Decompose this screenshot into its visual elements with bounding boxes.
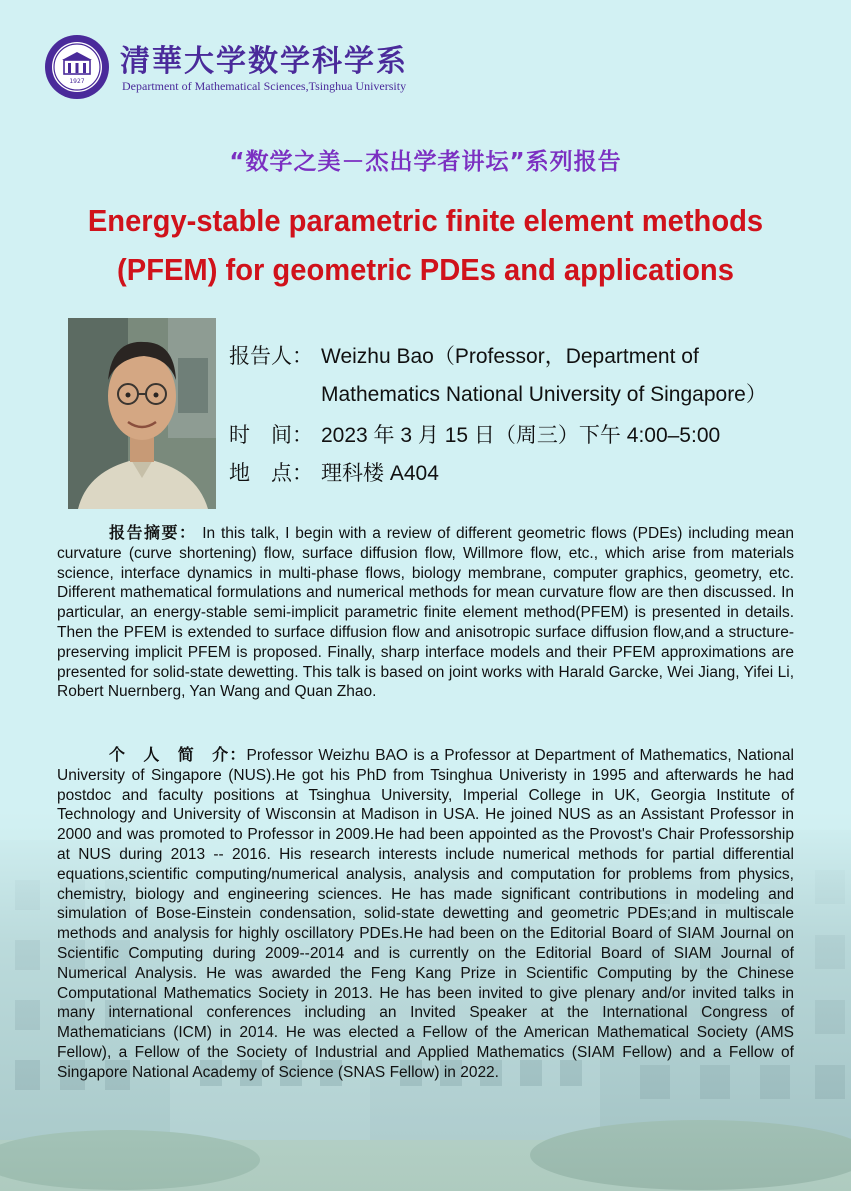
talk-title-line-2: (PFEM) for geometric PDEs and applications — [117, 252, 734, 287]
biography-text: Professor Weizhu BAO is a Professor at Department of Mathematics, National University of Singapore (NUS).He got his PhD from Tsinghua Univeristy in 1995 and afterwards he had postdoc and faculty positions at Tsinghua University, Imperial College in UK, Georgia Institute of Technology and University of Wisconsin at Madison in USA. He joined NUS as an Assistant Professor in 2000 and was promoted to Professor in 2009.He had been appointed as the Provost's Chair Professorship at NUS during 2013 -- 2016. His research interests include numerical methods for partial differential equations,scientific computing/numerical analysis, analysis and computation for problems from physics, chemistry, biology and engineering sciences. He has made significant contributions in modeling and simulation of Bose-Einstein condensation, solid-state dewetting and geometric PDEs;and in multiscale methods and analysis for highly oscillatory PDEs.He had been on the Editorial Board of SIAM Journal on Scientific Computing during 2009--2014 and is currently on the Editorial Board of SIAM Journal of Numerical Analysis. He was awarded the Feng Kang Prize in Scientific Computing by the Chinese Computational Mathematics Society in 2013. He has been invited to give plenary and/or invited talks in many international conferences including an Invited Speaker at the International Congress of Mathematicians (ICM) in 2014. He was elected a Fellow of the American Mathematical Society (AMS Fellow), a Fellow of the Society of Industrial and Applied Mathematics (SIAM Fellow) and a Fellow of Singapore National Academy of Science (SNAS Fellow) in 2022. — [57, 747, 794, 1081]
speaker-affiliation-row — [321, 378, 767, 408]
department-name-english: Department of Mathematical Sciences,Tsinghua University — [122, 79, 407, 93]
abstract-text: In this talk, I begin with a review of different geometric flows (PDEs) including mean curvature (curve shortening) flow, surface diffusion flow, Willmore flow, etc., which arise from materials science, interface dynamics in multi-phase flows, biology membrane, computer graphics, geometry, etc. Different mathematical formulations and numerical methods for mean curvature flow are then discussed. In particular, an energy-stable semi-implicit parametric finite element method(PFEM) is presented in details. Then the PFEM is extended to surface diffusion flow and anisotropic surface diffusion flow,and a structure-preserving implicit PFEM is proposed. Finally, sharp interface models and their PFEM approximations are presented for solid-state dewetting. This talk is based on joint works with Harald Garcke, Wei Jiang, Yifei Li, Robert Nuernberg, Yan Wang and Quan Zhao. — [57, 525, 794, 701]
department-name-chinese: 清華大学数学科学系 — [120, 44, 408, 79]
svg-text:1927: 1927 — [69, 78, 85, 85]
tsinghua-emblem-icon — [44, 34, 110, 100]
lecture-series-title: “数学之美－杰出学者讲坛”系列报告 — [229, 149, 622, 175]
place-row — [229, 457, 439, 487]
biography-label: 个 人 简 介： — [109, 745, 247, 764]
abstract-paragraph — [57, 523, 794, 702]
speaker-label: 报告人： — [229, 344, 313, 368]
talk-title-line-1: Energy-stable parametric finite element methods — [87, 203, 764, 238]
biography-paragraph — [57, 745, 794, 1083]
talk-title — [44, 196, 806, 294]
time-value: 2023 年 3 月 15 日（周三）下午 4:00–5:00 — [321, 424, 721, 447]
time-row — [229, 419, 720, 449]
abstract-label: 报告摘要： — [109, 523, 197, 542]
place-label: 地 点： — [229, 461, 313, 485]
time-label: 时 间： — [229, 423, 313, 447]
speaker-row — [229, 340, 699, 370]
speaker-photo — [68, 318, 216, 509]
speaker-value: Weizhu Bao（Professor，Department of — [321, 345, 699, 368]
place-value: 理科楼 A404 — [321, 462, 439, 485]
speaker-affiliation: Mathematics National University of Singapore） — [321, 383, 767, 406]
